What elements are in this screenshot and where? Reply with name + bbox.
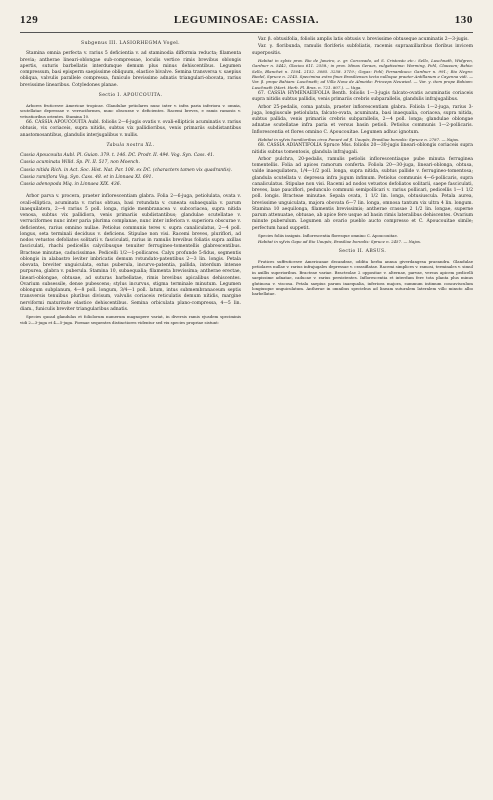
species-68-note: Species foliis insignis. Inflorescentia floresque omnino C. Apoucouitae. [258, 232, 399, 238]
habitat-68: Habitat in sylvis Gapo ad Rio Uaupés, Brasiliae borealis: Spruce n. 2457. — Najas. [258, 239, 422, 245]
species-66-heading: 66. CASSIA APOUCOUITA Aubl. foliolis 2—6-jugis ovatis v. ovali-ellipticis acuminatis v. rarius obtusis, vix coriaceis, supra nitidis, subtus vix pallidioribus, venis primariis subdistantibus anastomosantibus, glandulis interjugalibus v. nullis. [20, 120, 241, 138]
variety-gamma: Var. γ. floribunda, ramulis floriferis subfoliatis, racemis supraaxillaribus floribus invicem superpositis. [252, 44, 473, 56]
section-2-title: Sectio II. ABSUS. [338, 248, 387, 254]
synonym-line: Cassia Apoucouita Aubl. Pl. Guian. 379. t. 146. DC. Prodr. II. 494. Vog. Syn. Cass. 41. [20, 153, 215, 159]
text-columns [20, 37, 473, 326]
section-description: Arbores fruticesve Americae tropicae. Glandulae petiolares nunc inter v. infra paria inferiora v. omnia, scutellatae depressae v. verruciformes, nunc obscurae v. deficientes. Racemi breves, e ramis ramosis v. vetustioribus orientes. Stamina 10. [20, 103, 241, 119]
species-66-plate: Tabula nostra XL. [106, 142, 155, 148]
variety-beta: Var. β. obtusifolia, foliolis amplis latis obtusis v. brevissime obtuseque acuminatis 2—3-jugis. [258, 37, 469, 42]
synonym-line: Cassia adenopoda Miq. in Linnaea XIX. 436. [20, 182, 122, 188]
habitat-67: Habitat in sylvis humilioribus circa Panuré ad fl. Uaupés, Brasiliae borealis: Spruce n. 2787. — Najas. [258, 136, 460, 142]
running-title: LEGUMINOSAE: CASSIA. [173, 14, 320, 26]
subgenus-description: Stamina omnia perfecta v. rarius 5 deficientia v. ad staminodia difformia reducta; filamenta brevia; antherae lineari-oblongae sub-compressae, loculis vertice rimis brevibus oblongis apertis, suturis barbellatis interdumque demum plus minus dehiscentibus. Legumen compressum, basi episperm saepissime obliquum, elastice bivalve. Semina transversa v. saepius obliqua, valvulis parallele compressa, funiculo brevissimo adnatis triangulari-obovata, rarius brevissime linearibus. Cotyledones planae. [20, 51, 241, 88]
species-67-description: Arbor 25-pedalis, coma patula, praeter inflorescentiam glabra. Foliola 1—2-juga, rarius 3-juga, longiuscule petiolulata, falcato-ovata, acuminata, basi inaequalia, coriacea, supra nitida, subtus pallida, venis primariis crebris subparallelis, 2—4 poll. longa; glandulae oblongae adnatae scutellatae infra paria et versus basin petioli. Petiolus communis 1—2-pollicaris. Inflorescentia et flores omnino C. Apoucouitae. Legumen adhuc ignotum. [252, 104, 473, 135]
synonym-line: Cassia ramiflora Vog. Syn. Cass. 48. et in Linnaea XI. 691. [20, 174, 153, 180]
section-2-description: Frutices suffruticesve Americanae decandrae, oddita herba annua giverdangesa praeandra. Glandulae petiolares nullae v. rarius infrajugales depressae v. crassiflatae. Racemi simplices v. ramosi, terminales v. simul in axillis superioribus. Bracteae variae. Bracteolae 2 oppositae v. alternae, parvae, versus apicem pedicelli saepissime adnatae, caducae v. rarius persistentes. Inflorescentia et interdum fere tota planta plus minus glutinosa v. viscosa. Petala saepius parum inaequalia, inferiora majora, summum intimum concavisculum longiusque unguiculatum. Antherae in omnibus speciebus ad lineam suturalem lateralem villo minuto albo barbellatae. [252, 258, 473, 297]
synonym-line: Cassia nitida Rich. in Act. Soc. Hist. Nat. Par. 108. ex DC. (characters tamen vix quadrantis). [20, 167, 232, 173]
synonym-line: Cassia acuminata Willd. Sp. Pl. II. 517, non Moench. [20, 160, 140, 166]
species-68-description: Arbor pulchra, 20-pedalis, ramulis petiolis inflorescentiaque pube minuta ferruginea tomentellis. Folia ad apices ramorum conferta. Foliola 20—30-juga, lineari-oblonga, obtusa, valde inaequilatera, 1/4—1/2 poll. longa, supra nitida, subtus pallide v. ferrugineo-tomentosa; glandula scutellata v. depressa infra jugum infimum. Petiolus communis 4—6-pollicaris, supra canaliculatus. Stipulae non visi. Racemi ad nodos vetustos defoliatos solitarii, saepe fasciculati, breves, laxe pauciflori, pedunculo communi semipollicari v. rarius pollicari, pedicellis 1—1 1/2 poll. longis. Bracteae minutae. Sepala ovata, 1 1/2 lin. longa, obtusiuscula. Petala aurea, brevissime unguiculata, majora obovata 6—7 lin. longa, omnosa tantum vix ultra 4 lin. longum. Stamina 10 aequilonga, filamentis brevissimis; antherae crassae 2 1/2 lin. longae, superne parum attenuatae, obtusae, ab apice fere usque ad basin rimis lateralibus dehiscentes. Ovarium minute puberulum. Legumen ab ovario pueblo aucto compresso et C. Apoucouitae simile; perfectum haud suppetit. [252, 156, 473, 231]
left-column [20, 37, 241, 326]
species-66-note: Species quoad glandulas et foliolorum numerum magnopere variat, in diversis ramis ejusdem speciminis vidi 2—3-juga et 4—5-juga. Formae sequentes distinctiores videntur sed vix species propriae sistunt: [20, 314, 241, 325]
page-code: 130 [454, 14, 473, 26]
habitat-66: Habitat in sylvis prov. Rio de Janeiro, e. gr. Corcovado, ad S. Cristovão etc.: Sello, Luschnath, Widgren, Gardner n. 5442, Glaziou 611. 2558.; in prov. Minas Geraes, vulgatissima: Warming, Pohl, Claussen; Bahia: Sello, Blanchet n. 1504. 2152. 3085. 3258. 3719.; Goyaz: Pohl; Pernambuco: Gardner n. 991.; Rio Negro: Riedel, Spruce n. 2145. Specimina extra fines Brasilienses tecta nullaque praeter Antillanum e Cayenna vidi. — Var. β. prope Bahiam: Luschnath; ad Villa Nova de Almeida: Princeps Neuwied. — Var. γ. item prope Bahiam: Luschnath (Mart. Herb. Fl. Bras. n. 721. 807.). — Vaga. [252, 57, 473, 90]
right-column [252, 37, 473, 326]
species-68-heading: 68. CASSIA ADIANTIFOLIA Spruce Mss. foliolis 20—30-jugis lineari-oblongis coriaceis supra nitidis subtus tomentosis, glandula infrajugali. [252, 143, 473, 155]
species-67-heading: 67. CASSIA HYMENAEIFOLIA Benth. foliolis 1—3-jugis falcato-ovatis acuminatis coriaceis supra nitidis subtus pallidis, venis primariis crebris subparallelis, glandulis infrajugalibus. [252, 91, 473, 103]
section-title: Sectio I. APOUCOUITA. [98, 92, 163, 98]
page-number: 129 [20, 14, 39, 26]
species-66-description: Arbor parva v. procera, praeter inflorescentiam glabra. Folia 2—6-juga, petiolulata, ovata v. ovali-elliptica, acuminata v. rarius obtusa, basi rotundata v. cuneata subaequalia v. parum inaequilatera, 2—4 rarius 5 poll. longa, rigide membranacea v. subcoriacea, supra nitida venosa, subtus vix pallidiora, venis primariis subdistantibus; glandulae scutellatae v. verruciformes nunc inter paria plurima complanae, nunc inter inferiora v. superiora obscurae v. deficientes, rarius omnino nullae. Petiolus communis teres v. supra canaliculatus, 2—4 poll. longus, seta terminali deciduus v. deficiens. Stipulae non visi. Racemi breves, pluriflori, ad nodos vetustos defoliatos solitarii v. fasciculati, rarius in ramulis brevibus foliatis supra axillas fasciculati, rhachi pedicellis calycibusque tenuiter ferrugineo-tomentellis glabrescentibus. Bracteae minutae, caducissimae. Pedicelli 1/2—1-pollicares. Calyx profunde 5-fidus, segmentis oblongis in alabastro leviter imbricatis demum rotundato-patentibus 2—3 lin. longis. Petala obovata, breviter unguiculata, extus puberula, incurvo-patentia, pallida, interdum intense purpurea, glabra v. puberula. Stamina 10, subaequalia; filamenta brevissima; antherae erectae, lineari-oblongae, obtusae, ad suturas barbellatae, rimis brevibus apicalibus dehiscentes. Ovarium subsessile, dense pubescens; stylus incurvus, stigma terminale minutum. Legumen oblongum subplanum, 4—8 poll. longum, 3/4—1 poll. latum, intus submembranaceum septis transversis tenuibus pluribus divisum, valvulis coriaceis reticulatis demum nitidis, margine nerviformi maturitate elastice dehiscentibus. Semina orbiculata plano-compressa, 4—5 lin. diam., funiculis breviter triangularibus adnatis. [20, 194, 241, 312]
header-rule [20, 32, 473, 33]
subgenus-title: Subgenus III. LASIORHEGMA Vogel. [81, 41, 180, 46]
page-header [20, 14, 473, 30]
